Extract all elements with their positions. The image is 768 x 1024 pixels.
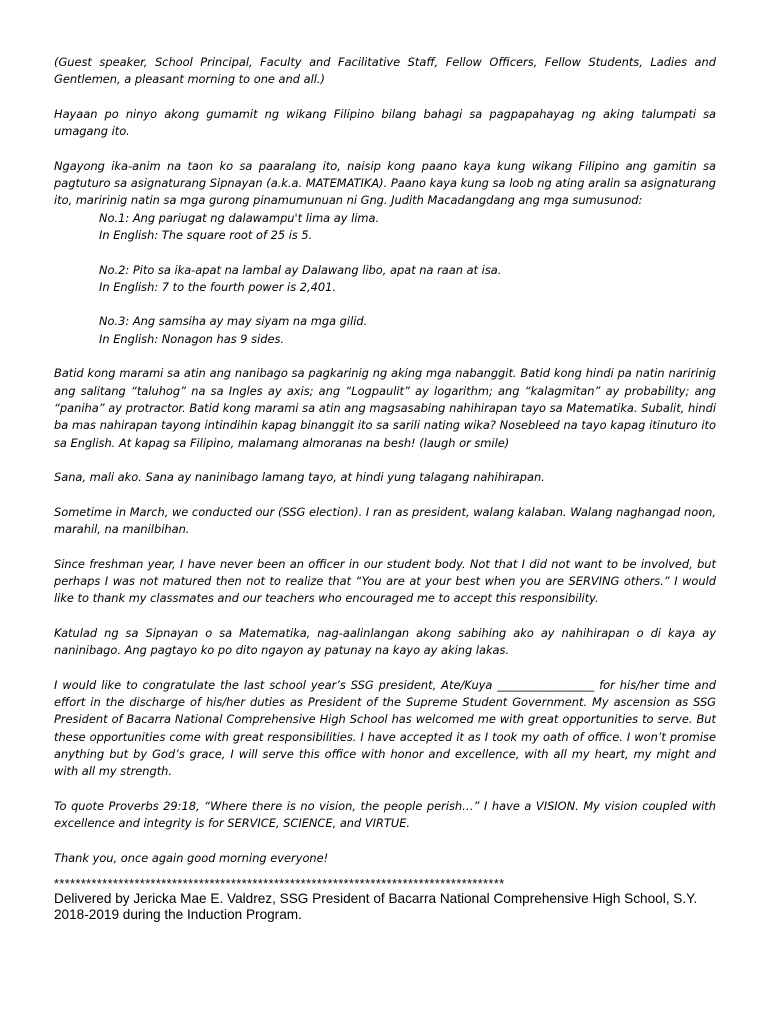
attribution-footer: Delivered by Jericka Mae E. Valdrez, SSG President of Bacarra National Comprehensive High School, S.Y. 2018-2019 during the Induction Program. xyxy=(54,890,698,922)
paragraph-sipnayan: Ngayong ika-anim na taon ko sa paaralang ito, naisip kong paano kaya kung wikang Filipino ang gamitin sa pagtuturo sa asignaturang Sipnayan (a.k.a. MATEMATIKA). Paano kaya kung sa loob ng ating aralin sa asignaturang ito, maririnig natin sa mga gurong pinamumunuan ni Gng. Judith Macadangdang ang mga sumusunod: xyxy=(54,158,716,208)
paragraph-vision: To quote Proverbs 29:18, “Where there is no vision, the people perish…” I have a VISION. My vision coupled with excellence and integrity is for SERVICE, SCIENCE, and VIRTUE. xyxy=(54,798,716,831)
example-3-english: In English: Nonagon has 9 sides. xyxy=(99,331,285,346)
separator-line: ************************************************************************************ xyxy=(54,876,505,891)
greeting-paragraph: (Guest speaker, School Principal, Faculty and Facilitative Staff, Fellow Officers, Fellow Students, Ladies and Gentlemen, a pleasant morning to one and all.) xyxy=(54,55,716,87)
closing-line: Thank you, once again good morning everyone! xyxy=(54,850,329,865)
example-3-filipino: No.3: Ang samsiha ay may siyam na mga gilid. xyxy=(99,314,368,329)
paragraph-language: Hayaan po ninyo akong gumamit ng wikang Filipino bilang bahagi sa pagpapahayag ng aking talumpati sa umagang ito. xyxy=(54,106,716,139)
example-1-filipino: No.1: Ang pariugat ng dalawampu't lima ay lima. xyxy=(99,210,380,225)
example-1-english: In English: The square root of 25 is 5. xyxy=(99,227,313,242)
example-2-filipino: No.2: Pito sa ika-apat na lambal ay Dalawang libo, apat na raan at isa. xyxy=(99,262,502,277)
paragraph-terms: Batid kong marami sa atin ang nanibago sa pagkarinig ng aking mga nabanggit. Batid kong hindi pa natin naririnig ang salitang “taluhog” na sa Ingles ay axis; ang “Logpaulit” ay logarithm; ang “kalagmitan” ay probability; ang “paniha” ay protractor. Batid kong marami sa atin ang magsasabing nahihirapan tayo sa Matematika. Subalit, hindi ba mas nahirapan tayong intindihin kapag binanggit ito sa sarili nating wika? Nosebleed na tayo kapag itinuturo ito sa English. At kapag sa Filipino, malamang almoranas na besh! (laugh or smile) xyxy=(54,366,716,450)
paragraph-freshman: Since freshman year, I have never been an officer in our student body. Not that I did not want to be involved, but perhaps I was not matured then not to realize that “You are at your best when you are SERVING others.” I would like to thank my classmates and our teachers who encouraged me to accept this responsibility. xyxy=(54,556,716,606)
paragraph-strength: Katulad ng sa Sipnayan o sa Matematika, nag-aalinlangan akong sabihing ako ay nahihirapan o di kaya ay naninibago. Ang pagtayo ko po dito ngayon ay patunay na kayo ay aking lakas. xyxy=(54,625,716,658)
paragraph-congratulate: I would like to congratulate the last school year’s SSG president, Ate/Kuya _________________ for his/her time and effort in the discharge of his/her duties as President of the Supreme Student Government. My ascension as SSG President of Bacarra National Comprehensive High School has welcomed me with great opportunities to serve. But these opportunities come with great responsibilities. I have accepted it as I took my oath of office. I won’t promise anything but by God’s grace, I will serve this office with honor and excellence, with all my heart, my might and with all my strength. xyxy=(54,677,716,779)
examples-list xyxy=(54,210,716,348)
paragraph-election: Sometime in March, we conducted our (SSG election). I ran as president, walang kalaban. Walang naghangad noon, marahil, na manilbihan. xyxy=(54,504,716,537)
paragraph-hope: Sana, mali ako. Sana ay naninibago lamang tayo, at hindi yung talagang nahihirapan. xyxy=(54,470,545,485)
document-page xyxy=(54,54,716,923)
example-2-english: In English: 7 to the fourth power is 2,401. xyxy=(99,279,336,294)
